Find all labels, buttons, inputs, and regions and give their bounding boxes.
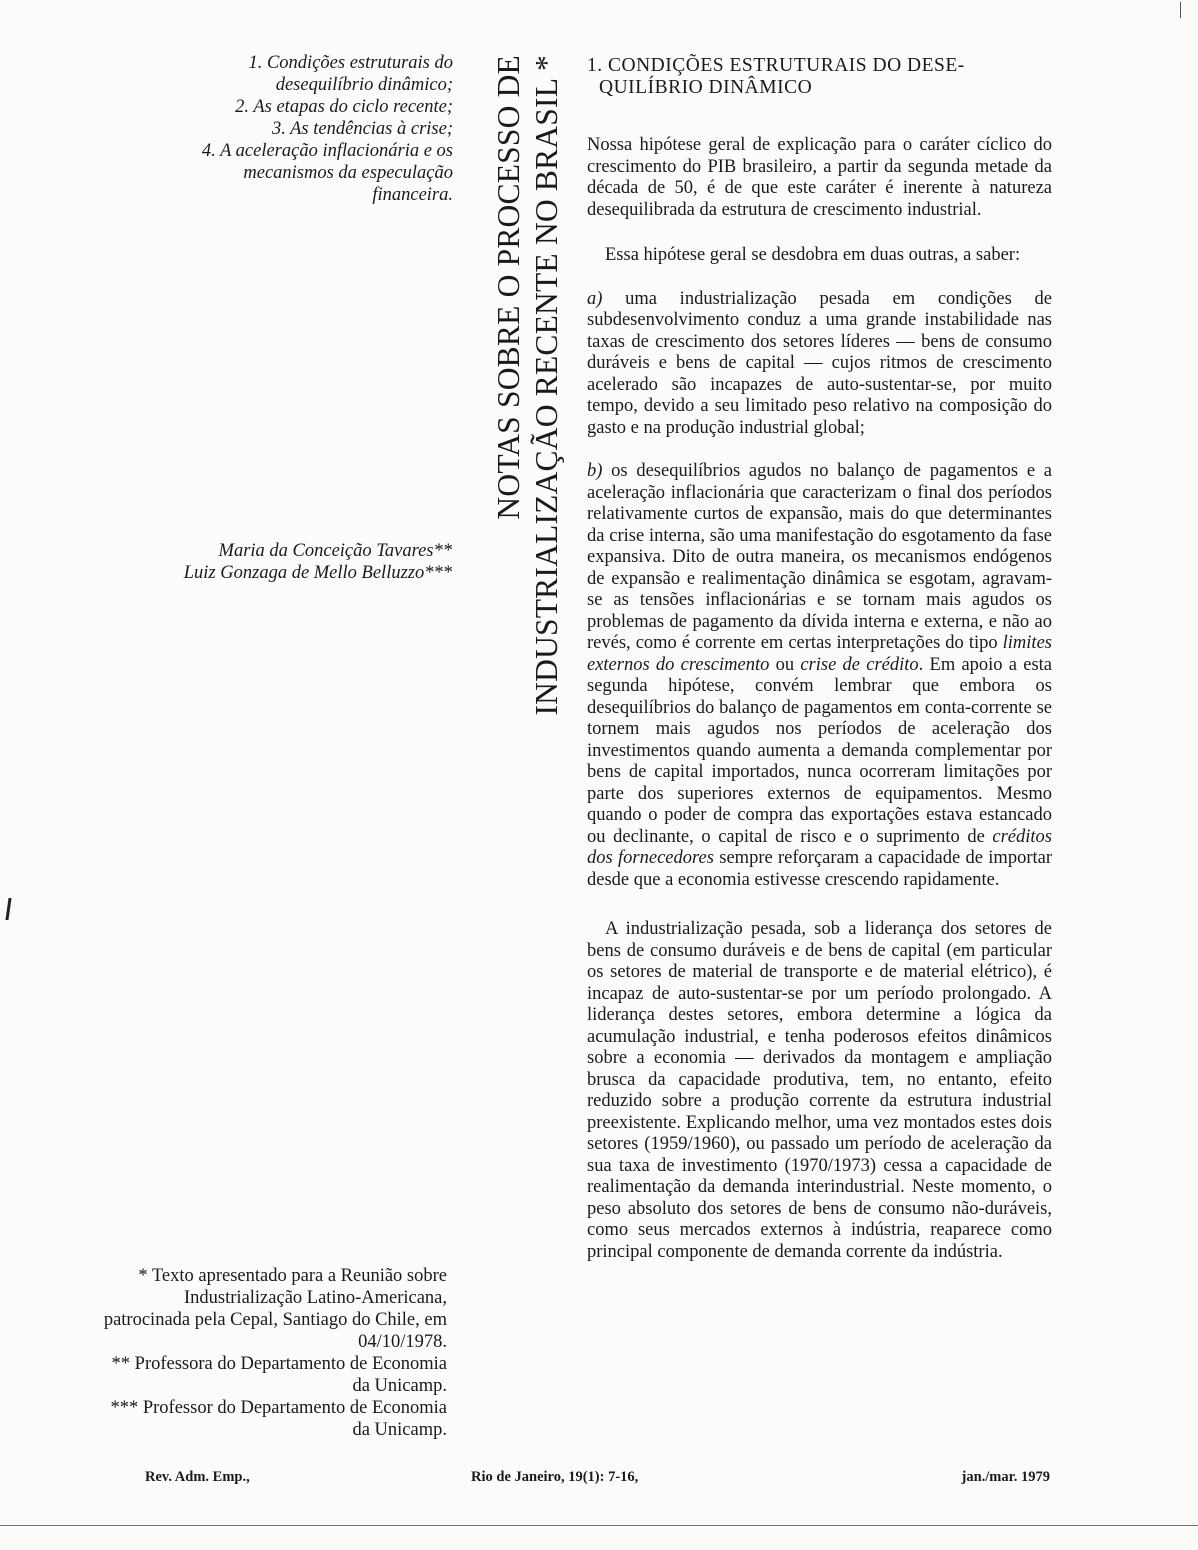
item-b-text: sempre reforçaram a capacidade de importar desde que a economia estivesse crescendo rapidamente. xyxy=(587,848,1052,890)
footnotes xyxy=(95,1265,447,1441)
article-title xyxy=(484,55,572,835)
paragraph-hypothesis: Nossa hipótese geral de explicação para o caráter cíclico do crescimento do PIB brasileiro, a partir da segunda metade da década de 50, é de que este caráter é inerente à natureza desequilibrada da estrutura de crescimento industrial. xyxy=(587,135,1052,220)
bottom-rule xyxy=(0,1525,1198,1526)
footnote: ** Professora do Departamento de Economia da Unicamp. xyxy=(111,1354,447,1396)
item-b-label: b) xyxy=(587,461,603,481)
scan-mark xyxy=(1180,2,1181,18)
toc-line: 2. As etapas do ciclo recente; xyxy=(235,97,453,117)
item-b-text: ou xyxy=(769,654,801,675)
toc-line: 3. As tendências à crise; xyxy=(271,119,453,139)
toc-line: 4. A aceleração inflacionária e os xyxy=(201,141,453,161)
author-list xyxy=(100,540,452,584)
item-b-text: . Em apoio a esta segunda hipótese, convém lembrar que embora os desequilíbrios do balanço de pagamentos em conta-corrente se tornem mais agudos nos períodos de aceleração dos investimentos quando aumenta a demanda complementar por bens de capital importados, nunca ocorreram limitações por parte dos superiores externos de equipamentos. Mesmo quando o poder de compra das exportações estava estancado ou declinante, o capital de risco e o suprimento de xyxy=(587,654,1053,847)
item-b-text: os desequilíbrios agudos no balanço de pagamentos e a aceleração inflacionária que caracterizam o final dos períodos relativamente curtos de expansão, mais do que determinantes da crise interna, são uma manifestação do esgotamento da fase expansiva. Dito de outra maneira, os mecanismos endógenos de expansão e realimentação dinâmica se esgotam, agravam-se as tensões inflacionárias e se tornam mais agudos os problemas de pagamento da dívida interna e externa, e não ao revés, como é corrente em certas interpretações do tipo xyxy=(587,461,1052,653)
toc-line: desequilíbrio dinâmico; xyxy=(275,75,453,95)
item-a-label: a) xyxy=(587,288,603,309)
toc-line: financeira. xyxy=(372,185,453,205)
paragraph-heavy-industrialization: A industrialização pesada, sob a liderança dos setores de bens de consumo duráveis e de bens de capital (em particular os setores de material de transporte e de material elétrico), é incapaz de auto-sustentar-se por um período prolongado. A liderança destes setores, embora determine a lógica da acumulação industrial, e tenha poderosos efeitos dinâmicos sobre a economia — derivados da montagem e ampliação brusca da capacidade produtiva, tem, no entanto, efeito reduzido sobre a produção corrente da estrutura industrial preexistente. Explicando melhor, uma vez montados estes dois setores (1959/1960), ou passado um período de aceleração da sua taxa de investimento (1970/1973) cessa a capacidade de realimentação da demanda interindustrial. Neste momento, o peso absoluto dos setores de bens de consumo não-duráveis, como seus mercados externos à indústria, reaparece como principal componente de demanda corrente da indústria. xyxy=(587,919,1052,1262)
title-line-1: NOTAS SOBRE O PROCESSO DE xyxy=(491,55,526,520)
footer-journal: Rev. Adm. Emp., xyxy=(145,1469,250,1485)
item-b-emphasis: crise de crédito xyxy=(800,654,919,675)
section-heading-line-1: 1. CONDIÇÕES ESTRUTURAIS DO DESE- xyxy=(587,55,965,76)
scan-mark xyxy=(5,898,11,920)
section-heading-line-2: QUILÍBRIO DINÂMICO xyxy=(599,77,813,98)
item-b-emphasis: limites externos do crescimento xyxy=(587,633,1052,675)
paragraph-split: Essa hipótese geral se desdobra em duas outras, a saber: xyxy=(605,245,1021,265)
toc-line: 1. Condições estruturais do xyxy=(248,53,453,73)
footer-citation: Rio de Janeiro, 19(1): 7-16, xyxy=(471,1469,639,1485)
footer-date: jan./mar. 1979 xyxy=(961,1469,1050,1485)
footnote: * Texto apresentado para a Reunião sobre Industrialização Latino-Americana, patrocinada pela Cepal, Santiago do Chile, em 04/10/1978. xyxy=(103,1266,447,1352)
item-b-emphasis: créditos dos fornecedores xyxy=(587,826,1052,868)
paragraph-item-a xyxy=(587,289,1052,440)
item-a-text: uma industrialização pesada em condições de subdesenvolvimento conduz a uma grande instabilidade nas taxas de crescimento dos setores líderes — bens de consumo duráveis e bens de capital — cujos ritmos de crescimento acelerado são incapazes de auto-sustentar-se, por muito tempo, devido a seu limitado peso relativo na composição do gasto e na produção industrial global; xyxy=(587,288,1052,438)
table-of-contents xyxy=(120,52,453,206)
paragraph-item-b xyxy=(587,461,1052,891)
footnote: *** Professor do Departamento de Economia da Unicamp. xyxy=(110,1398,447,1440)
title-line-2: INDUSTRIALIZAÇÃO RECENTE NO BRASIL * xyxy=(529,55,564,716)
toc-line: mecanismos da especulação xyxy=(243,163,453,183)
article-body xyxy=(587,55,1052,1263)
section-heading xyxy=(587,55,1052,99)
author-name: Maria da Conceição Tavares** xyxy=(218,541,452,561)
author-name: Luiz Gonzaga de Mello Belluzzo*** xyxy=(183,563,452,583)
